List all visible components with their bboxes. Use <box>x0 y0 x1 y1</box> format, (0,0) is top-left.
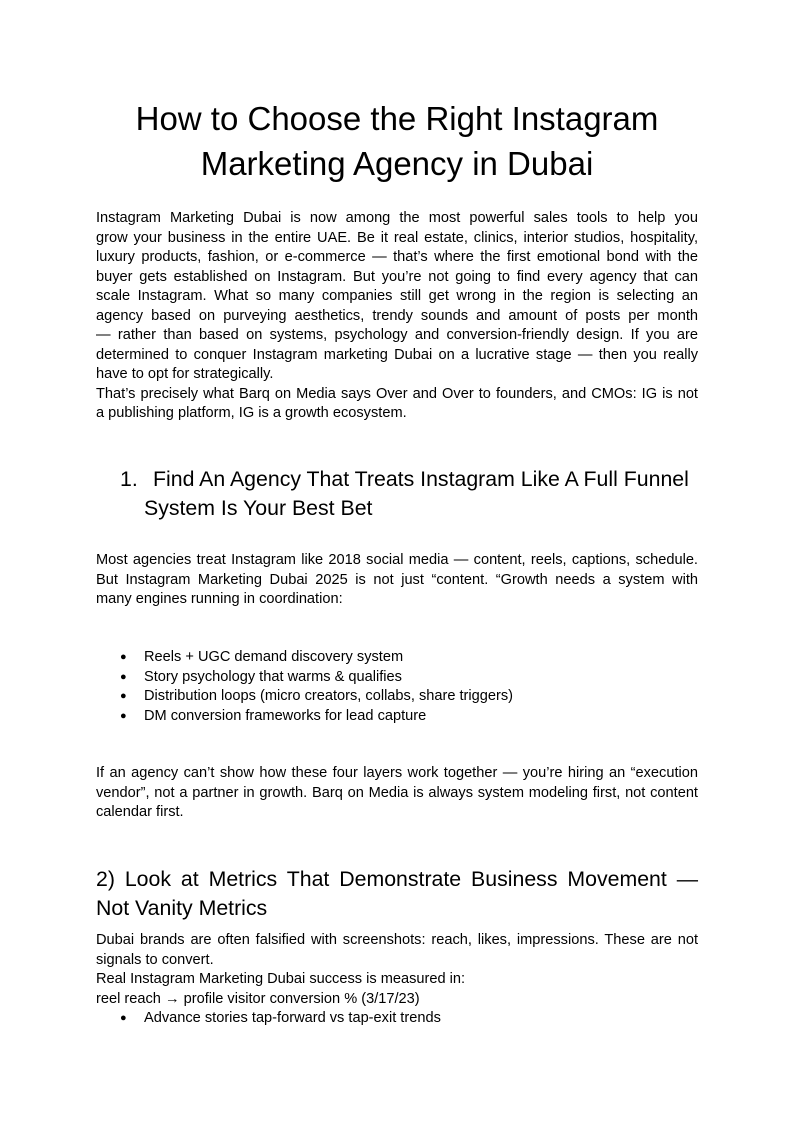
section2-body-line: Dubai brands are often falsified with screenshots: reach, likes, impressions. These are not <box>96 932 698 948</box>
section1-heading-line: System Is Your Best Bet <box>144 496 373 520</box>
section2-body-line: signals to convert. <box>96 951 214 968</box>
section2-metric-line: reel reach → profile visitor conversion % (3/17/23) <box>96 990 420 1007</box>
section1-number: 1. <box>120 467 138 491</box>
intro-line: Instagram Marketing Dubai is now among the most powerful sales tools to help you <box>96 210 698 226</box>
list-item <box>96 668 698 688</box>
section2-heading-line: 2) Look at Metrics That Demonstrate Business Movement — <box>96 867 698 891</box>
bullet-icon: ● <box>120 690 127 702</box>
list-item <box>96 648 698 668</box>
bullet-icon: ● <box>120 651 127 663</box>
title-line: How to Choose the Right Instagram <box>135 100 659 137</box>
document-title <box>96 96 698 186</box>
intro-line: a publishing platform, IG is a growth ecosystem. <box>96 405 407 421</box>
section1-heading-line: Find An Agency That Treats Instagram Like A Full Funnel <box>153 467 689 491</box>
list-item-text: Distribution loops (micro creators, collabs, share triggers) <box>144 688 514 704</box>
section1-closing-line: vendor”, not a partner in growth. Barq on Media is always system modeling first, not content <box>96 784 698 801</box>
list-item <box>96 707 698 727</box>
section1-body-line: many engines running in coordination: <box>96 591 343 607</box>
bullet-icon: ● <box>120 1012 127 1024</box>
section1-body <box>96 551 698 610</box>
title-line: Marketing Agency in Dubai <box>200 145 594 182</box>
bullet-icon: ● <box>120 709 127 722</box>
section1-heading <box>120 465 698 523</box>
section1-body-line: Most agencies treat Instagram like 2018 social media — content, reels, captions, schedule. <box>96 552 698 568</box>
intro-line: scale Instagram. What so many companies still get wrong in the region is selecting an <box>96 288 698 304</box>
list-item-text: Story psychology that warms & qualifies <box>144 668 402 685</box>
section2-heading-line: Not Vanity Metrics <box>96 896 268 920</box>
list-item <box>96 1009 698 1029</box>
section1-closing-line: If an agency can’t show how these four layers work together — you’re hiring an “execution <box>96 765 698 781</box>
list-item-text: Reels + UGC demand discovery system <box>144 649 404 665</box>
intro-line: have to opt for strategically. <box>96 366 274 382</box>
intro-line: — rather than based on systems, psychology and conversion-friendly design. If you are <box>96 327 698 343</box>
intro-paragraph <box>96 209 698 424</box>
section2-heading <box>96 865 698 923</box>
intro-line: That’s precisely what Barq on Media says Over and Over to founders, and CMOs: IG is not <box>96 385 698 402</box>
section1-closing <box>96 764 698 823</box>
section2-bullet-list <box>96 1009 698 1029</box>
section1-bullet-list <box>96 648 698 726</box>
list-item-text: Advance stories tap-forward vs tap-exit trends <box>144 1010 441 1026</box>
section2-measured-line: Real Instagram Marketing Dubai success is measured in: <box>96 971 466 987</box>
intro-line: agency based on purveying aesthetics, trendy sounds and amount of posts per month <box>96 307 698 324</box>
intro-line: determined to conquer Instagram marketing Dubai on a lucrative stage — then you really <box>96 346 698 363</box>
list-item <box>96 687 698 707</box>
intro-line: buyer gets established on Instagram. But you’re not going to find every agency that can <box>96 268 698 285</box>
section1-body-line: But Instagram Marketing Dubai 2025 is not just “content. “Growth needs a system with <box>96 571 698 588</box>
list-item-text: DM conversion frameworks for lead capture <box>144 707 427 724</box>
section1-closing-line: calendar first. <box>96 804 184 820</box>
intro-line: grow your business in the entire UAE. Be it real estate, clinics, interior studios, hospitality, <box>96 229 698 246</box>
section2-body <box>96 931 698 1009</box>
bullet-icon: ● <box>120 670 127 683</box>
intro-line: luxury products, fashion, or e-commerce — that’s where the first emotional bond with the <box>96 249 698 265</box>
